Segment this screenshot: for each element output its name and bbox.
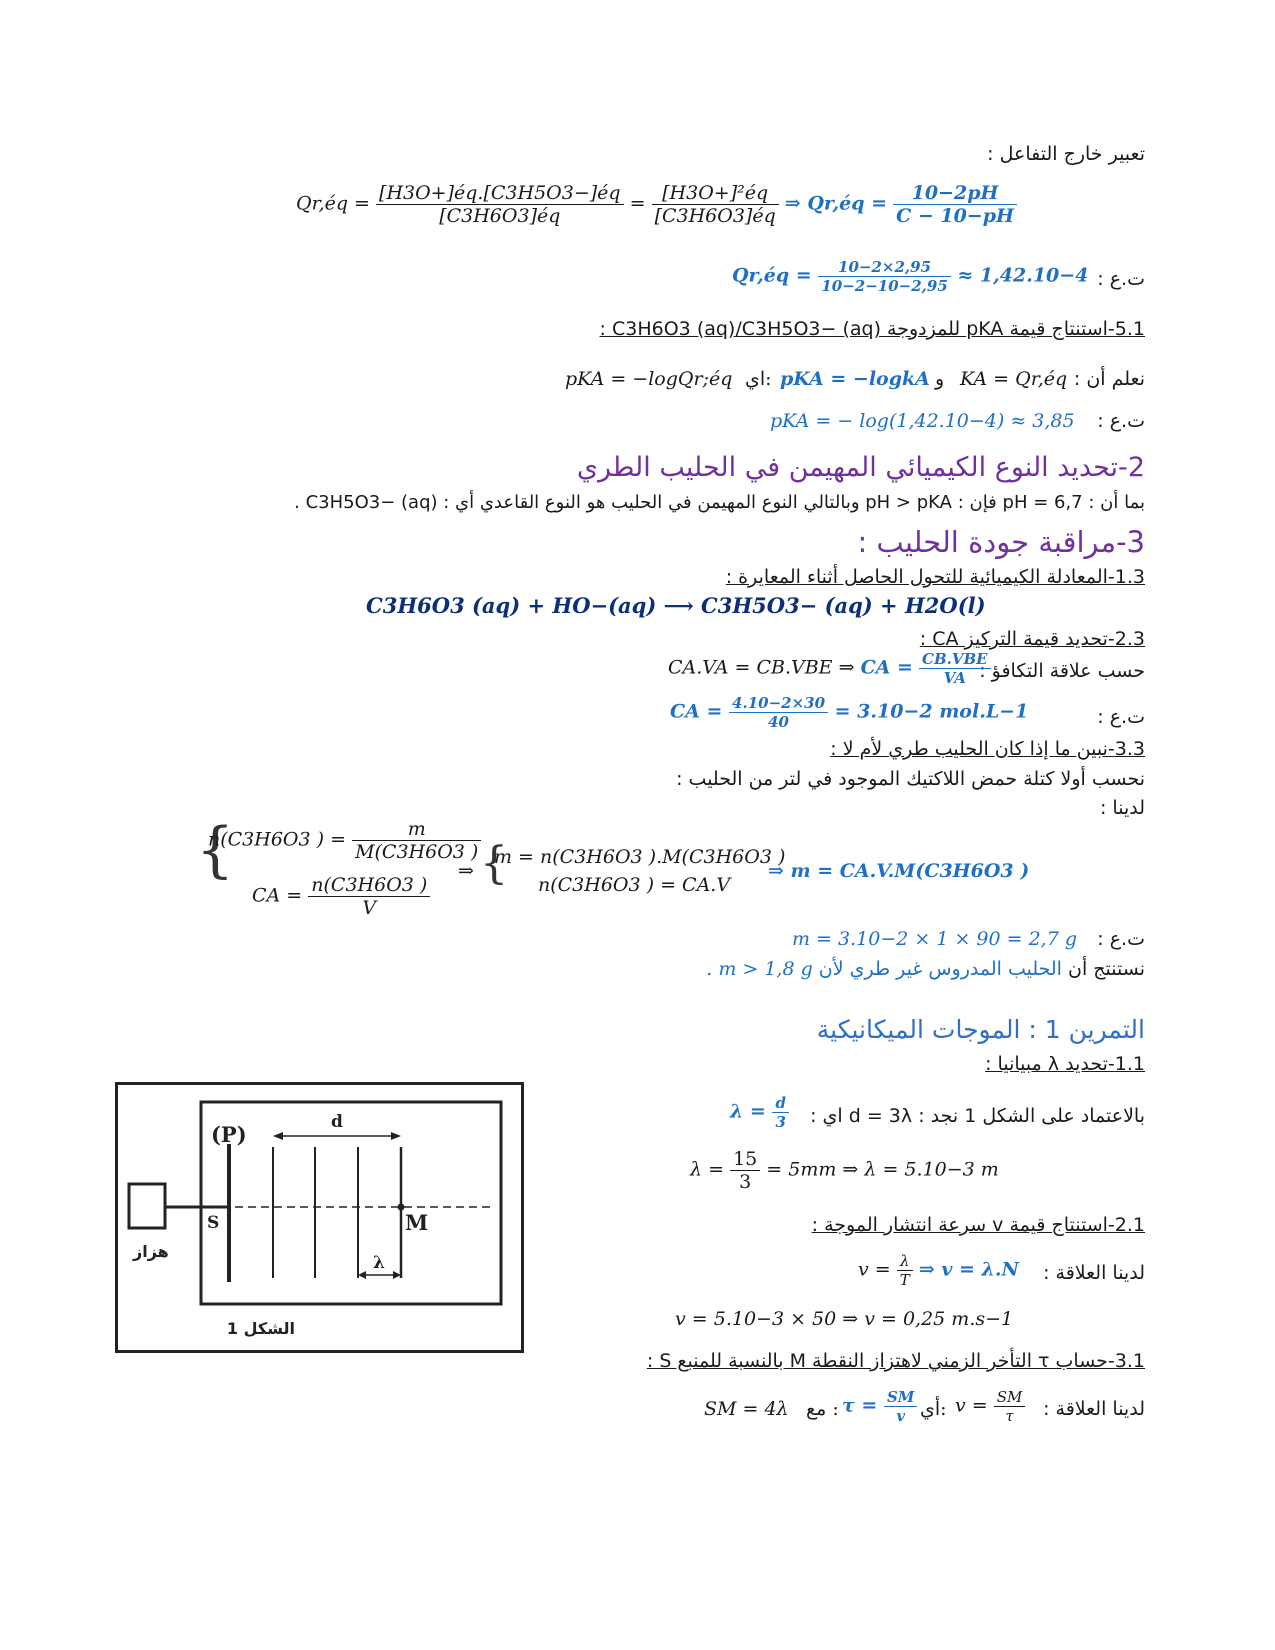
text-te3: ت.ع : [1097,706,1145,728]
conclusion-line [706,958,1145,980]
heading-section-2: 2-تحديد النوع الكيميائي المهيمن في الحليب الطري [576,452,1145,483]
ca-value: CA = $\frac{4.10-2\times 30}{40}$ = 3.10−2 mol.L−1 [670,694,1029,731]
heading-1-3: 1.3-المعادلة الكيميائية للتحول الحاصل أثناء المعايرة : [725,566,1145,588]
text-ay2: أي: [920,1398,947,1420]
label-S: S [207,1213,220,1233]
text-te1: ت.ع : [1097,268,1145,290]
text-nastantij: نستنتج أن [1068,958,1145,980]
brace-left: { [196,815,235,885]
heading-3-1: 3.1-حساب τ التأخر الزمني لاهتزاز النقطة M بالنسبة للمنبع S : [646,1350,1145,1372]
vibrator-box [129,1184,165,1228]
text-and: و [935,368,945,390]
figure-outer-frame [117,1084,523,1352]
qr-equation: Qr,éq = $\frac{[H3O+]éq.[C3H5O3-]éq}{[C3H6O3]éq}$ = $\frac{\text{[H3O+]²éq}}{[C3H6O3]éq}$ ⇒ Qr,éq = $\frac{10-2pH}{C - 10-pH}$ [296,182,1017,227]
heading-exercise-1: التمرين 1 : الموجات الميكانيكية [816,1015,1145,1044]
qr-den3: C − 10−pH [896,205,1014,227]
equivalence-eq: CA.VA = CB.VBE ⇒ CA = $\frac{\text{CB.VBE}}{VA}$ [668,650,991,687]
label-P: (P) [211,1122,247,1147]
pka-value: pKA = − log(1,42.10−4) ≈ 3,85 [770,410,1075,432]
text-hasab: حسب علاقة التكافؤ : [979,660,1145,682]
ka-eq: KA = Qr,éq [960,368,1068,390]
brace-left-2: { [480,838,508,889]
system2-eq-2: n(C3H6O3 ) = CA.V [538,874,731,896]
qr-num2: [H3O+]²éq [652,182,779,205]
v-sm-tau: v = $\frac{SM}{\tau}$ [955,1388,1025,1425]
label-M: M [405,1210,429,1235]
heading-section-3: 3-مراقبة جودة الحليب : [857,525,1145,559]
text-ay: اي: [745,368,772,390]
text-te2: ت.ع : [1097,410,1145,432]
sm-equation: SM = 4λ [704,1398,789,1420]
reaction-equation: C3H6O3 (aq) + HO−(aq) ⟶ C3H5O3− (aq) + H2O(l) [366,593,986,618]
pka-def: pKA = −logkA [780,368,930,390]
qr-num3: 10−2pH [893,182,1017,205]
heading-5-1: 5.1-استنتاج قيمة pKA للمزدوجة C3H6O3 (aq)/C3H5O3− (aq) : [599,318,1145,340]
label-d: d [331,1112,343,1132]
pka-log: pKA = −logQr;éq [565,368,733,390]
text-conclusion-tail: m > 1,8 g . [706,958,813,980]
velocity-formula: v = $\frac{\lambda}{T}$ ⇒ v = λ.N [858,1252,1019,1289]
text-qr-intro: تعبير خارج التفاعل : [987,143,1145,165]
text-know: نعلم أن : [1073,368,1145,390]
qr-lhs: Qr,éq = [296,192,370,215]
text-te4: ت.ع : [1097,928,1145,950]
text-conclusion: الحليب المدروس غير طري لأن [818,958,1062,980]
mass-result: ⇒ m = CA.V.M(C3H6O3 ) [768,860,1030,882]
qr-den1: [C3H6O3]éq [439,205,561,227]
point-M [398,1204,405,1211]
qr-numeric: Qr,éq = $\frac{10-2\times 2,95}{10-2-10-2,95}$ ≈ 1,42.10−4 [732,258,1089,295]
label-lambda: λ [373,1253,385,1273]
qr-implies: ⇒ Qr,éq = [784,192,888,215]
lambda-value: λ = $\frac{15}{3}$ = 5mm ⇒ λ = 5.10−3 m [690,1148,999,1193]
heading-2-3: 2.3-تحديد قيمة التركيز CA : [919,628,1145,650]
text-ladayna-rel2: لدينا العلاقة : [1043,1398,1145,1420]
system2-eq-1: m = n(C3H6O3 ).M(C3H6O3 ) [494,846,786,868]
heading-2-1: 2.1-استنتاج قيمة v سرعة انتشار الموجة : [811,1214,1145,1236]
system-eq-1: n(C3H6O3 ) = $\frac{m}{M(C3H6O3 )}$ [208,818,481,863]
text-nahsub: نحسب أولا كتلة حمض اللاكتيك الموجود في لتر من الحليب : [676,768,1145,790]
mass-value: m = 3.10−2 × 1 × 90 = 2,7 g [792,928,1078,950]
velocity-value: v = 5.10−3 × 50 ⇒ v = 0,25 m.s−1 [675,1308,1014,1330]
text-ladayna: لدينا : [1099,797,1145,819]
text-maa: مع : [806,1398,839,1420]
implies-arrow: ⇒ [458,860,474,882]
system-eq-2: CA = $\frac{n(C3H6O3 )}{V}$ [252,874,430,919]
heading-1-1: 1.1-تحديد λ مبيانيا : [985,1053,1145,1075]
qr-num1: [H3O+]éq.[C3H5O3−]éq [376,182,624,205]
qr-den2: [C3H6O3]éq [654,205,776,227]
tau-formula: τ = $\frac{SM}{v}$ [842,1388,917,1425]
text-bima: بما أن : pH = 6,7 فإن : pH > pKA وبالتالي النوع المهيمن في الحليب هو النوع القاعدي أي : C3H5O3− (aq) . [294,492,1145,513]
lambda-formula: λ = $\frac{d}{3}$ [730,1094,789,1131]
text-ladayna-rel: لدينا العلاقة : [1043,1262,1145,1284]
text-iatimad: بالاعتماد على الشكل 1 نجد : d = 3λ اي : [810,1105,1145,1127]
heading-3-3: 3.3-نبين ما إذا كان الحليب طري لأم لا : [830,738,1145,760]
label-vibrator: هزاز [133,1242,169,1261]
figure-caption: الشكل 1 [226,1319,295,1338]
figure-1 [115,1082,525,1354]
